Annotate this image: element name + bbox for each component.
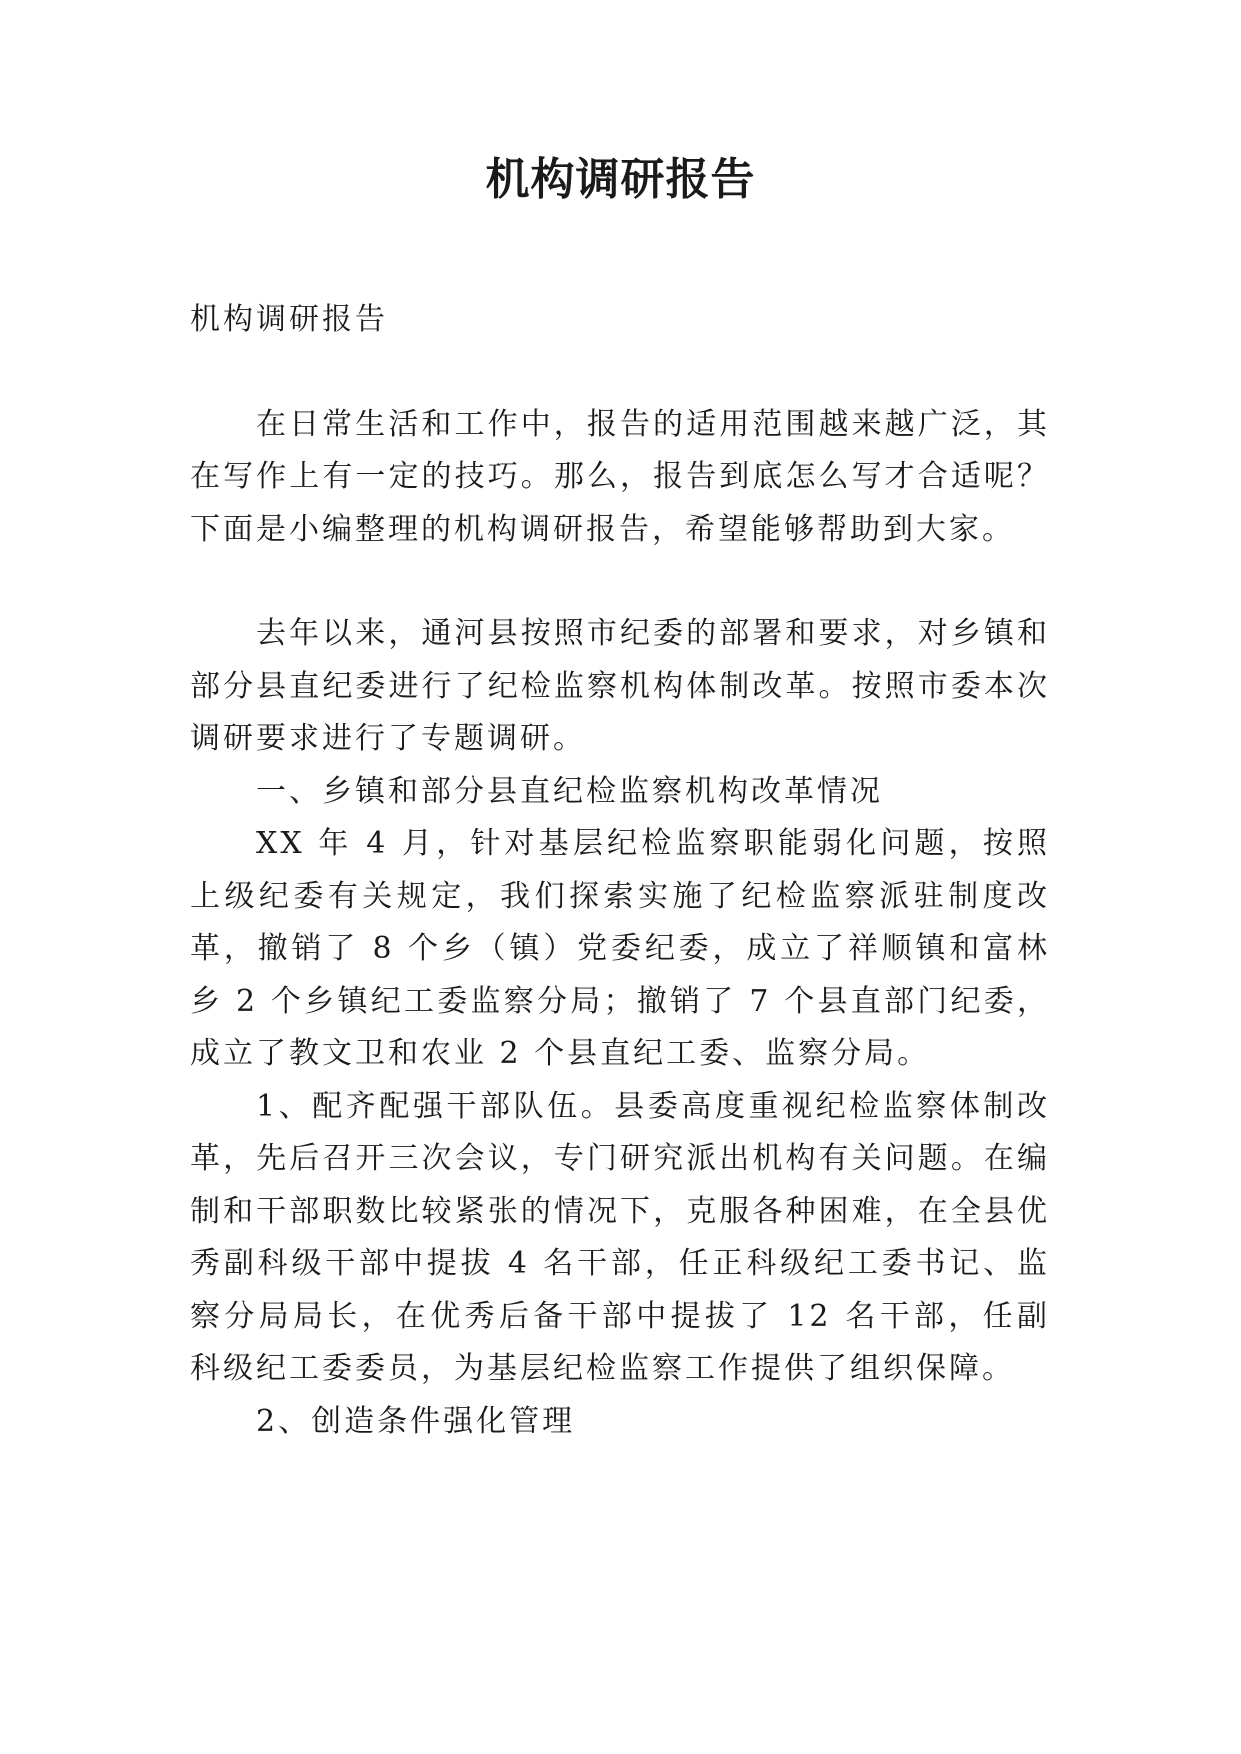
body-paragraph: XX 年 4 月，针对基层纪检监察职能弱化问题，按照上级纪委有关规定，我们探索实施了纪检监察派驻制度改革，撤销了 8 个乡（镇）党委纪委，成立了祥顺镇和富林乡 2 个乡镇纪工委监察分局；撤销了 7 个县直部门纪委，成立了教文卫和农业 2 个县直纪工委、监察分局。	[190, 826, 1050, 1071]
document-body	[190, 294, 1050, 1448]
paragraph-spacer	[190, 556, 1050, 608]
body-paragraph: 去年以来，通河县按照市纪委的部署和要求，对乡镇和部分县直纪委进行了纪检监察机构体制改革。按照市委本次调研要求进行了专题调研。	[190, 616, 1050, 756]
body-paragraph: 1、配齐配强干部队伍。县委高度重视纪检监察体制改革，先后召开三次会议，专门研究派出机构有关问题。在编制和干部职数比较紧张的情况下，克服各种困难，在全县优秀副科级干部中提拔 4 名干部，任正科级纪工委书记、监察分局局长，在优秀后备干部中提拔了 12 名干部，任副科级纪工委委员，为基层纪检监察工作提供了组织保障。	[190, 1088, 1050, 1386]
section-heading: 一、乡镇和部分县直纪检监察机构改革情况	[256, 773, 883, 809]
subsection-heading: 2、创造条件强化管理	[256, 1403, 576, 1439]
document-title: 机构调研报告	[485, 154, 756, 205]
paragraph-spacer	[190, 347, 1050, 399]
document-subtitle: 机构调研报告	[190, 302, 388, 337]
intro-paragraph: 在日常生活和工作中，报告的适用范围越来越广泛，其在写作上有一定的技巧。那么，报告到底怎么写才合适呢？下面是小编整理的机构调研报告，希望能够帮助到大家。	[190, 406, 1050, 547]
